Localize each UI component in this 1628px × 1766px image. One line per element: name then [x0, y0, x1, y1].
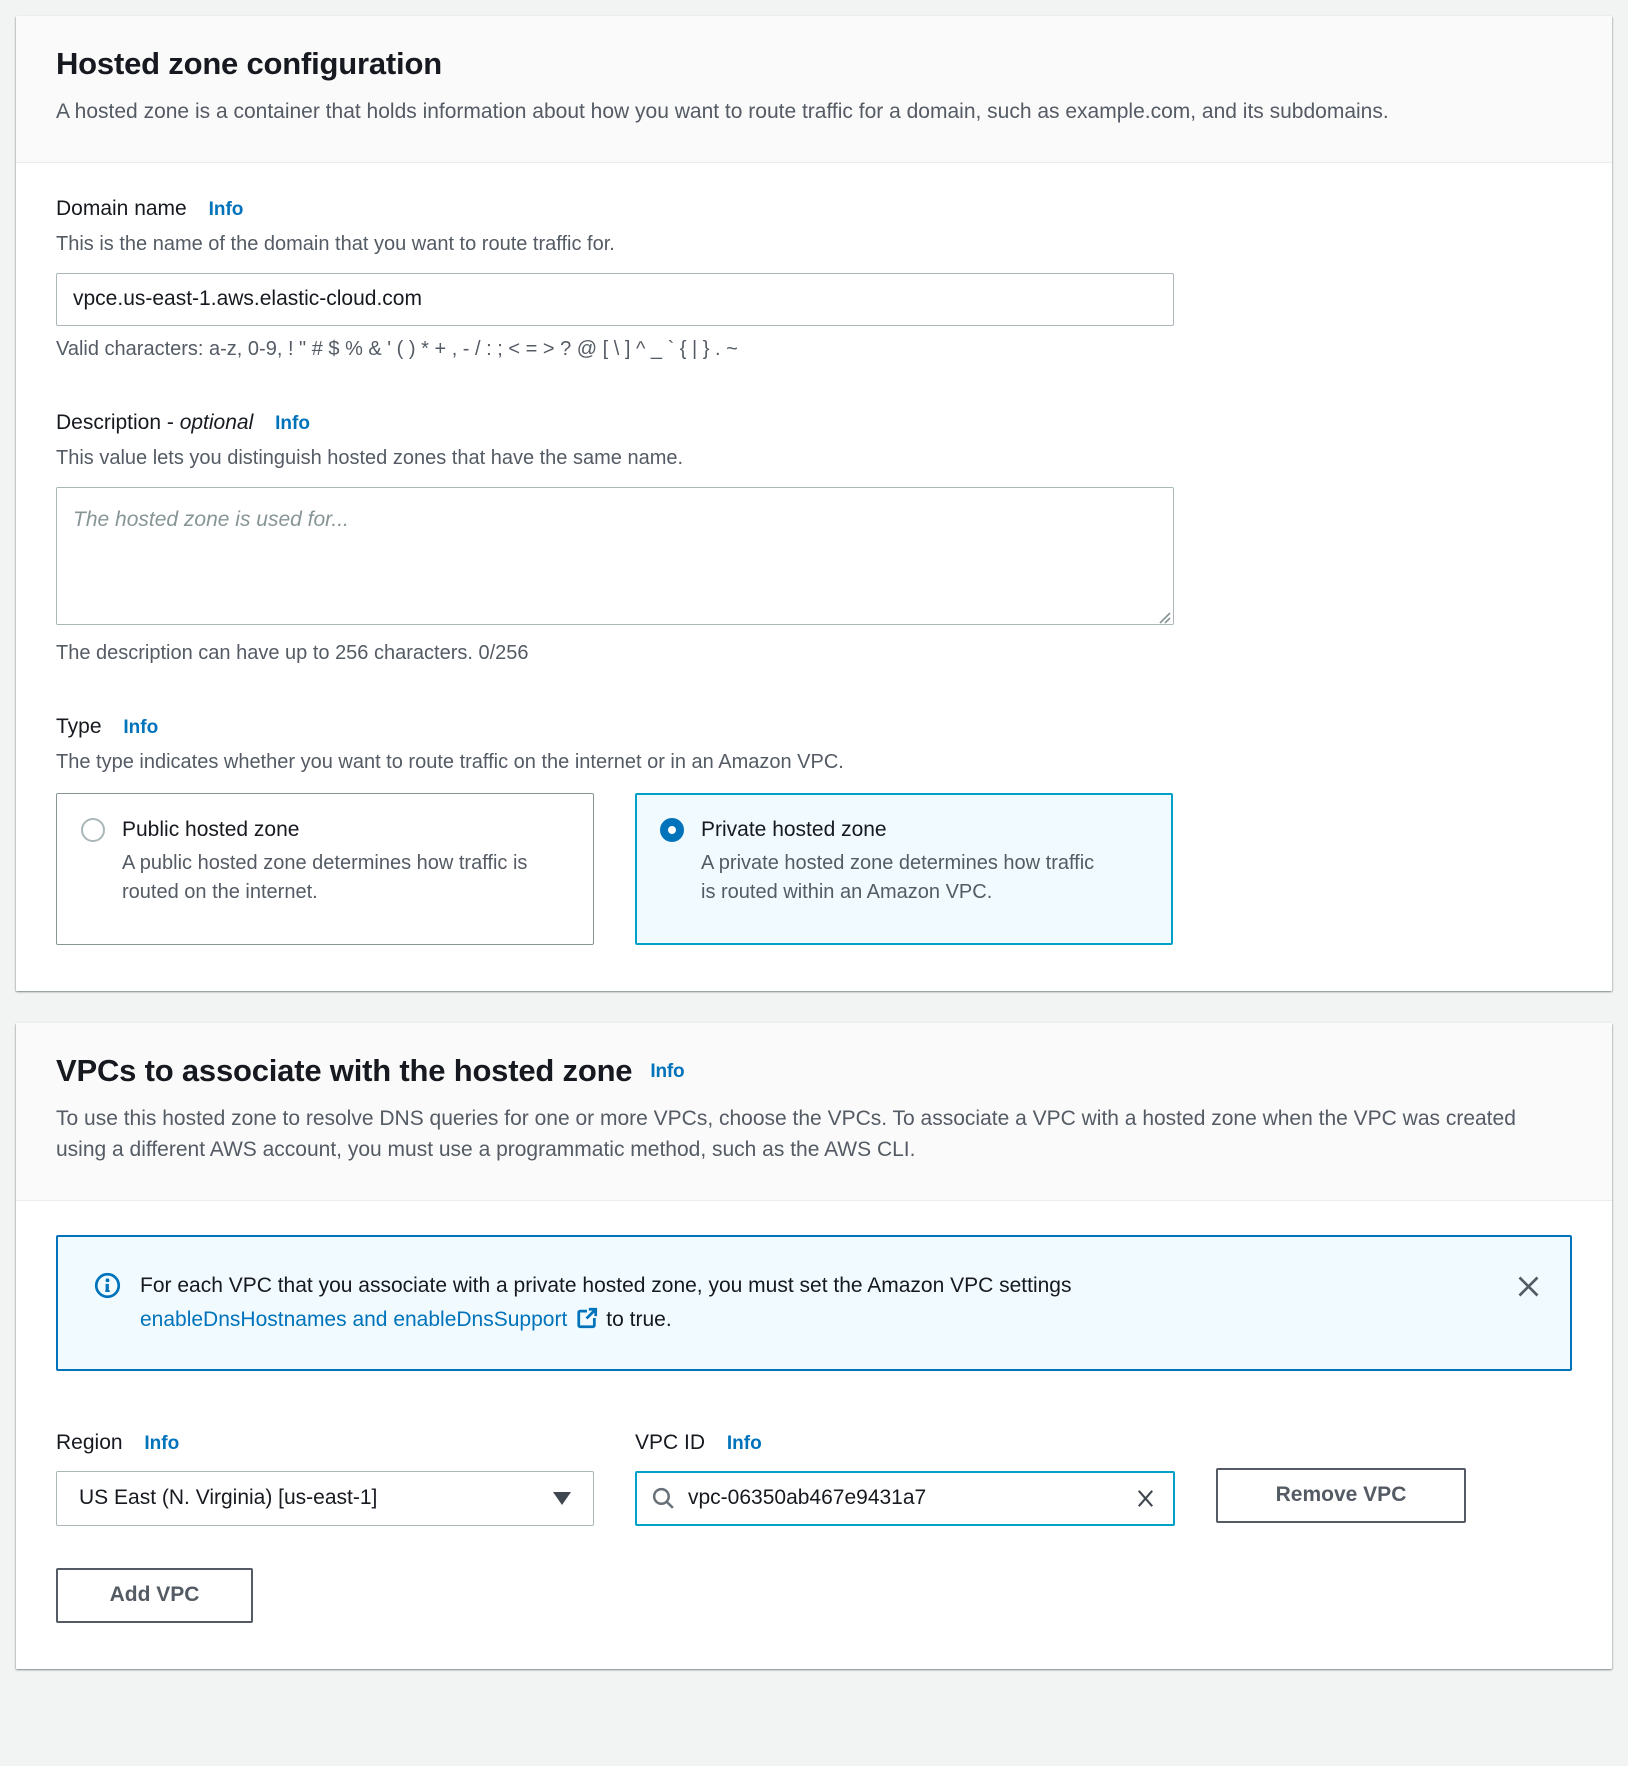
vpc-settings-info-alert: [56, 1235, 1572, 1371]
hosted-zone-card-body: [16, 163, 1612, 991]
public-hosted-zone-title: Public hosted zone: [122, 817, 300, 841]
vpcs-card-description: To use this hosted zone to resolve DNS queries for one or more VPCs, choose the VPCs. To associate a VPC with a hosted zone when the VPC was created using a different AWS account, you must use a programmatic method, such as the AWS CLI.: [56, 1106, 1516, 1161]
hosted-zone-card-header: [16, 16, 1612, 163]
type-label: Type: [56, 714, 102, 738]
close-icon: [1515, 1273, 1542, 1300]
public-hosted-zone-description: A public hosted zone determines how traffic is routed on the internet.: [122, 851, 528, 903]
vpc-association-row: [56, 1431, 1572, 1526]
private-hosted-zone-title: Private hosted zone: [701, 817, 887, 841]
description-char-count: The description can have up to 256 characters. 0/256: [56, 641, 529, 664]
chevron-down-icon: [553, 1492, 571, 1505]
type-field: [56, 715, 1572, 945]
radio-unselected-icon[interactable]: [81, 818, 105, 842]
vpcs-card-header: [16, 1023, 1612, 1201]
type-help: The type indicates whether you want to route traffic on the internet or in an Amazon VPC.: [56, 750, 844, 773]
type-info-link[interactable]: Info: [123, 716, 159, 738]
domain-name-label: Domain name: [56, 196, 187, 220]
vpc-id-label: VPC ID: [635, 1430, 706, 1454]
vpc-id-info-link[interactable]: Info: [726, 1432, 762, 1454]
vpc-id-clear-button[interactable]: [1132, 1487, 1159, 1510]
domain-name-help: This is the name of the domain that you want to route traffic for.: [56, 232, 615, 255]
description-textarea[interactable]: [56, 487, 1174, 625]
alert-text: [140, 1269, 1491, 1337]
domain-name-input[interactable]: [56, 273, 1174, 326]
remove-vpc-button[interactable]: Remove VPC: [1216, 1468, 1466, 1523]
alert-text-line1: For each VPC that you associate with a private hosted zone, you must set the Amazon VPC settings: [140, 1273, 1072, 1297]
search-icon: [651, 1486, 676, 1511]
private-hosted-zone-option[interactable]: [635, 793, 1173, 945]
private-hosted-zone-description: A private hosted zone determines how traffic is routed within an Amazon VPC.: [701, 851, 1095, 903]
description-field: [56, 411, 1572, 665]
type-options: [56, 793, 1572, 945]
radio-selected-icon[interactable]: [660, 818, 684, 842]
clear-x-icon: [1134, 1487, 1157, 1510]
description-info-link[interactable]: Info: [275, 412, 310, 434]
vpcs-card-title: VPCs to associate with the hosted zone Info: [56, 1052, 685, 1088]
region-selected-value: US East (N. Virginia) [us-east-1]: [79, 1486, 378, 1510]
region-label: Region: [56, 1430, 123, 1454]
hosted-zone-card-title: Hosted zone configuration: [56, 46, 442, 81]
vpc-id-column: [635, 1431, 1175, 1526]
description-optional-label: optional: [179, 410, 254, 434]
region-info-link[interactable]: Info: [144, 1432, 180, 1454]
vpcs-card-info-link[interactable]: Info: [650, 1060, 685, 1082]
enable-dns-link[interactable]: enableDnsHostnames and enableDnsSupport: [140, 1307, 568, 1331]
textarea-resize-handle[interactable]: [1155, 608, 1171, 624]
alert-close-button[interactable]: [1515, 1273, 1542, 1303]
alert-text-line2: [140, 1303, 1491, 1337]
alert-text-after: to true.: [606, 1307, 672, 1331]
info-circle-icon: [94, 1272, 121, 1299]
vpc-id-input[interactable]: [688, 1486, 1120, 1510]
domain-name-info-link[interactable]: Info: [208, 198, 244, 220]
domain-name-valid-characters: Valid characters: a-z, 0-9, ! " # $ % & ' ( ) * + , - / : ; < = > ? @ [ \ ] ^ _ ` { | } . ~: [56, 337, 738, 360]
region-column: [56, 1431, 594, 1526]
hosted-zone-card-description: A hosted zone is a container that holds information about how you want to route traffic for a domain, such as example.com, and its subdomains.: [56, 100, 1389, 123]
domain-name-field: [56, 197, 1572, 361]
vpcs-card-body: [16, 1201, 1612, 1669]
description-help: This value lets you distinguish hosted zones that have the same name.: [56, 446, 684, 469]
external-link-icon: [576, 1307, 598, 1329]
hosted-zone-configuration-card: [16, 16, 1612, 991]
vpc-id-search-box: [635, 1471, 1175, 1526]
region-select[interactable]: [56, 1471, 594, 1526]
public-hosted-zone-option[interactable]: [56, 793, 594, 945]
add-vpc-button[interactable]: Add VPC: [56, 1568, 253, 1623]
description-label: Description - optional: [56, 410, 254, 434]
vpcs-to-associate-card: [16, 1023, 1612, 1669]
